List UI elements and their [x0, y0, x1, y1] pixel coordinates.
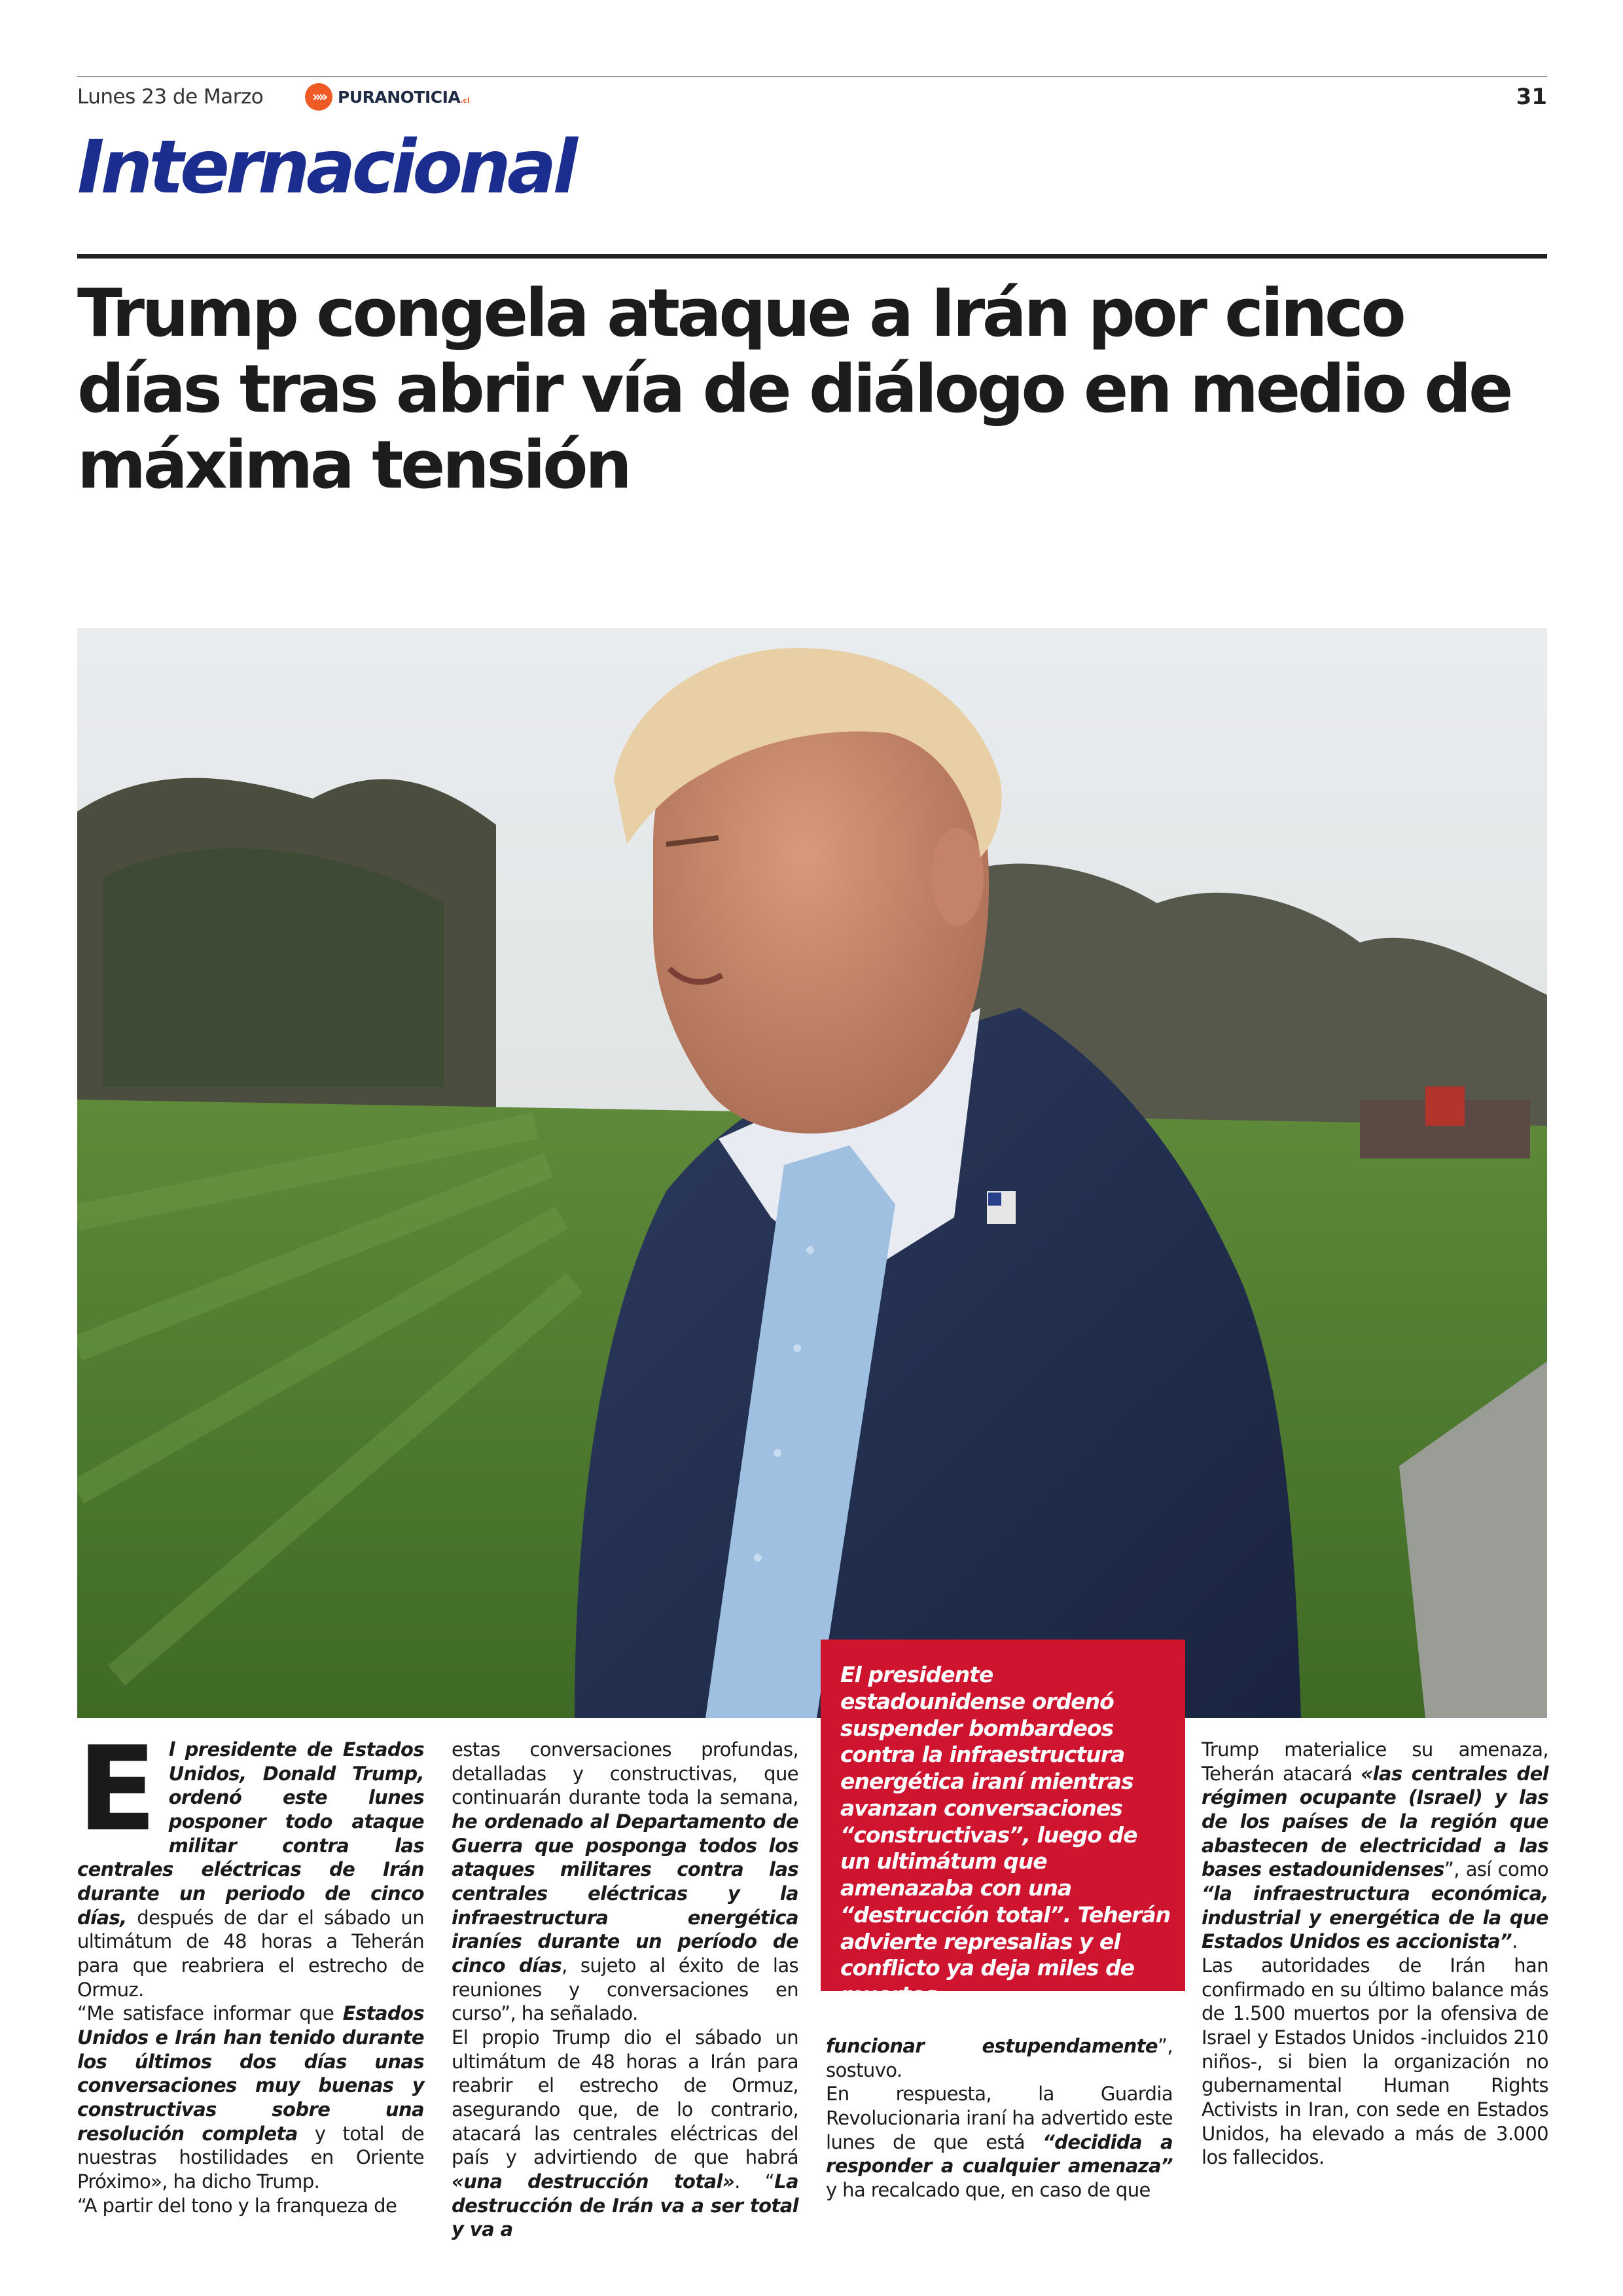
quote-bold: «una destrucción total» — [452, 2170, 735, 2193]
article-column-4 — [1202, 1738, 1548, 2170]
quote-bold: «las centrales del régimen ocupante (Israel) y las de los países de la región que abastecen de electricidad a las bases estadounidenses — [1202, 1762, 1548, 1881]
paragraph-text: , sujeto al éxito de las reuniones y conversaciones en curso”, ha señalado. — [452, 1954, 798, 2025]
lede-bold: l presidente de Estados Unidos, Donald Trump, ordenó este lunes posponer todo ataque militar contra las centrales eléctricas de Irán durante un periodo de cinco días, — [77, 1738, 424, 1929]
quote-bold: Estados Unidos e Irán han tenido durante los últimos dos días unas conversaciones muy buenas y constructivas sobre una resolución completa — [77, 2002, 424, 2145]
article-paragraph — [77, 2001, 424, 2193]
paragraph-text: . “ — [734, 2170, 775, 2193]
quote-bold: funcionar estupendamente — [826, 2035, 1158, 2057]
quote-bold: La destrucción de Irán va a ser total y va a — [452, 2170, 798, 2241]
article-paragraph — [77, 1721, 424, 2001]
article-column-3 — [826, 2034, 1173, 2202]
paragraph-text: ”, sostuvo. — [826, 2035, 1173, 2081]
article-paragraph: Las autoridades de Irán han confirmado en su último balance más de 1.500 muertos por la ofensiva de Israel y Estados Unidos -incluidos 210 niños-, si bien la organización no gubernamental Human Rights Activists in Iran, con sede en Estados Unidos, ha elevado a más de 3.000 los fallecidos. — [1202, 1954, 1548, 2169]
headline: Trump congela ataque a Irán por cinco días tras abrir vía de diálogo en medio de máxima tensión — [77, 274, 1510, 504]
chevrons-logo-icon: »» — [305, 83, 332, 111]
drop-cap: E — [77, 1721, 157, 1857]
pull-quote: El presidente estadounidense ordenó suspender bombardeos contra la infraestructura energética iraní mientras avanzan conversaciones “constructivas”, luego de un ultimátum que amenazaba con una “destrucción total”. Teherán advierte represalias y el conflicto ya deja miles de muertos. — [821, 1640, 1185, 1991]
article-paragraph — [452, 1738, 798, 2026]
paragraph-text: y total de nuestras hostilidades en Oriente Próximo», ha dicho Trump. — [77, 2122, 424, 2193]
paragraph-text: En respuesta, la Guardia Revolucionaria iraní ha advertido este lunes de que está — [826, 2083, 1173, 2153]
paragraph-text: estas conversaciones profundas, detalladas y constructivas, que continuarán durante toda la semana, — [452, 1738, 798, 1809]
article-paragraph — [452, 2026, 798, 2242]
section-title: Internacional — [77, 125, 574, 210]
paragraph-text: El propio Trump dio el sábado un ultimátum de 48 horas a Irán para reabrir el estrecho de Ormuz, asegurando que, de lo contrario, atacará las centrales eléctricas del país y advirtiendo de que habrá — [452, 2026, 798, 2169]
paragraph-text: y ha recalcado que, en caso de que — [826, 2179, 1150, 2202]
article-column-2 — [452, 1738, 798, 2242]
article-paragraph — [826, 2034, 1173, 2082]
article-paragraph: “A partir del tono y la franqueza de — [77, 2194, 397, 2217]
logo-wordmark: PURANOTICIA.cl — [338, 87, 470, 107]
article-paragraph — [826, 2082, 1173, 2202]
quote-bold: “decidida a responder a cualquier amenaza” — [826, 2130, 1173, 2178]
article-paragraph — [1202, 1738, 1548, 1954]
paragraph-text: “Me satisface informar que — [77, 2002, 343, 2025]
paragraph-text: . — [1512, 1930, 1518, 1953]
lede-text: después de dar el sábado un ultimátum de 48 horas a Teherán para que reabriera el estrecho de Ormuz. — [77, 1906, 424, 2001]
quote-bold: “la infraestructura económica, industrial y energética de la que Estados Unidos es accionista” — [1202, 1882, 1548, 1953]
paragraph-text: ”, así como — [1444, 1858, 1548, 1881]
article-column-1 — [77, 1721, 424, 2217]
issue-date: Lunes 23 de Marzo — [77, 85, 264, 109]
paragraph-text: Trump materialice su amenaza, Teherán atacará — [1202, 1738, 1548, 1785]
quote-bold: he ordenado al Departamento de Guerra que posponga todos los ataques militares contra las centrales eléctricas y la infraestructura energética iraníes durante un período de cinco días — [452, 1810, 798, 1977]
headline-rule — [77, 254, 1547, 259]
puranoticia-logo — [305, 82, 470, 111]
top-rule — [77, 76, 1547, 77]
article-photo — [77, 628, 1547, 1718]
page-number: 31 — [1516, 84, 1547, 110]
